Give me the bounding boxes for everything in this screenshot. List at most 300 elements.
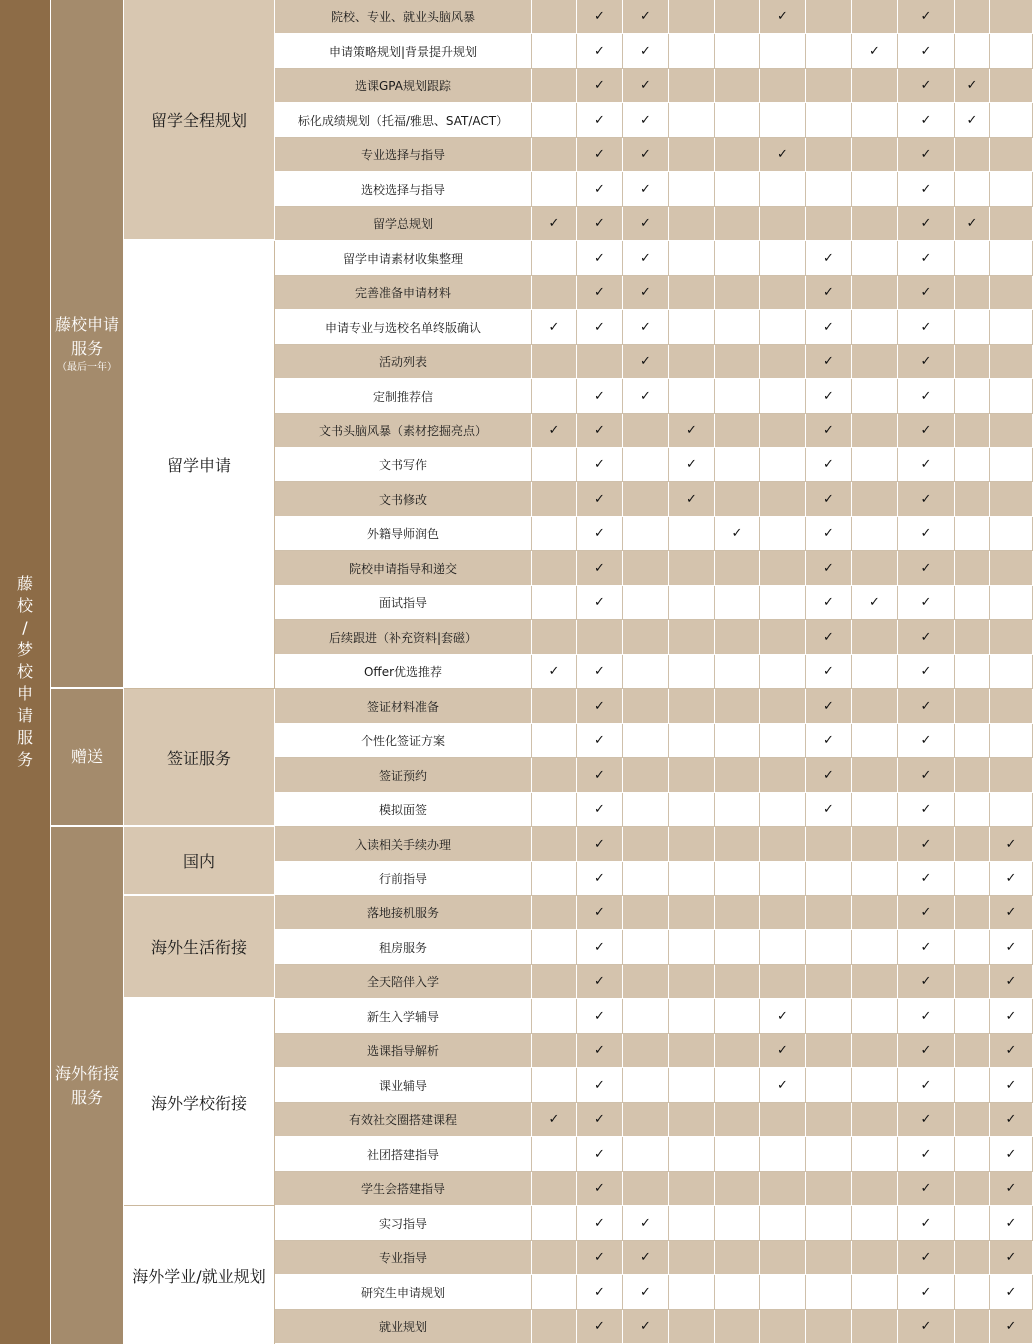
empty-cell (990, 276, 1033, 310)
group-cell: 签证服务 (124, 689, 275, 827)
empty-cell (955, 965, 990, 999)
check-mark-cell: ✓ (669, 448, 715, 482)
empty-cell (955, 827, 990, 862)
empty-cell (806, 1034, 852, 1068)
group-cell: 国内 (124, 827, 275, 896)
empty-cell (669, 379, 715, 414)
empty-cell (715, 655, 760, 689)
check-mark-cell: ✓ (623, 310, 669, 345)
service-item-cell: 签证材料准备 (275, 689, 532, 724)
check-mark-cell: ✓ (577, 965, 623, 999)
check-mark-cell: ✓ (898, 965, 955, 999)
empty-cell (990, 345, 1033, 379)
check-mark-cell: ✓ (990, 965, 1033, 999)
empty-cell (532, 1137, 577, 1172)
empty-cell (760, 758, 806, 793)
empty-cell (669, 1241, 715, 1275)
empty-cell (806, 862, 852, 896)
service-item-cell: 选校选择与指导 (275, 172, 532, 207)
empty-cell (760, 1275, 806, 1310)
empty-cell (852, 620, 898, 655)
service-item-cell: 社团搭建指导 (275, 1137, 532, 1172)
service-item-cell: 个性化签证方案 (275, 724, 532, 758)
empty-cell (715, 345, 760, 379)
check-mark-cell: ✓ (577, 172, 623, 207)
service-item-cell: 文书写作 (275, 448, 532, 482)
empty-cell (852, 414, 898, 448)
service-item-cell: 实习指导 (275, 1206, 532, 1241)
empty-cell (623, 1103, 669, 1137)
check-mark-cell: ✓ (806, 276, 852, 310)
empty-cell (715, 1068, 760, 1103)
empty-cell (623, 551, 669, 586)
group-cell: 海外学业/就业规划 (124, 1206, 275, 1344)
empty-cell (955, 34, 990, 69)
empty-cell (715, 862, 760, 896)
check-mark-cell: ✓ (806, 586, 852, 620)
category-char: 梦 (16, 640, 33, 659)
check-mark-cell: ✓ (623, 69, 669, 103)
empty-cell (852, 276, 898, 310)
empty-cell (669, 655, 715, 689)
empty-cell (715, 1034, 760, 1068)
empty-cell (852, 379, 898, 414)
empty-cell (852, 930, 898, 965)
empty-cell (852, 689, 898, 724)
empty-cell (760, 930, 806, 965)
empty-cell (990, 482, 1033, 517)
empty-cell (990, 0, 1033, 34)
empty-cell (669, 758, 715, 793)
check-mark-cell: ✓ (955, 207, 990, 241)
empty-cell (955, 724, 990, 758)
empty-cell (955, 379, 990, 414)
check-mark-cell: ✓ (852, 586, 898, 620)
check-mark-cell: ✓ (990, 1241, 1033, 1275)
check-mark-cell: ✓ (806, 551, 852, 586)
empty-cell (715, 724, 760, 758)
service-item-cell: 文书修改 (275, 482, 532, 517)
empty-cell (532, 551, 577, 586)
empty-cell (760, 862, 806, 896)
empty-cell (532, 1206, 577, 1241)
empty-cell (532, 138, 577, 172)
check-mark-cell: ✓ (577, 551, 623, 586)
check-mark-cell: ✓ (898, 1034, 955, 1068)
check-mark-cell: ✓ (669, 414, 715, 448)
empty-cell (990, 34, 1033, 69)
service-item-cell: 课业辅导 (275, 1068, 532, 1103)
empty-cell (532, 69, 577, 103)
empty-cell (990, 758, 1033, 793)
empty-cell (669, 241, 715, 276)
empty-cell (760, 448, 806, 482)
empty-cell (669, 138, 715, 172)
check-mark-cell: ✓ (806, 448, 852, 482)
empty-cell (760, 827, 806, 862)
empty-cell (715, 0, 760, 34)
empty-cell (669, 1137, 715, 1172)
group-cell: 海外学校衔接 (124, 999, 275, 1206)
empty-cell (760, 965, 806, 999)
empty-cell (532, 1310, 577, 1344)
empty-cell (669, 310, 715, 345)
empty-cell (715, 482, 760, 517)
check-mark-cell: ✓ (955, 69, 990, 103)
empty-cell (852, 207, 898, 241)
category-char: 藤 (16, 574, 33, 593)
empty-cell (955, 930, 990, 965)
empty-cell (760, 103, 806, 138)
check-mark-cell: ✓ (577, 1310, 623, 1344)
check-mark-cell: ✓ (806, 689, 852, 724)
service-item-cell: 行前指导 (275, 862, 532, 896)
category-char: 校 (16, 596, 33, 615)
empty-cell (990, 793, 1033, 827)
empty-cell (852, 724, 898, 758)
check-mark-cell: ✓ (898, 310, 955, 345)
empty-cell (532, 1172, 577, 1206)
empty-cell (760, 896, 806, 930)
check-mark-cell: ✓ (577, 862, 623, 896)
check-mark-cell: ✓ (898, 1103, 955, 1137)
empty-cell (806, 930, 852, 965)
service-item-cell: 专业指导 (275, 1241, 532, 1275)
empty-cell (990, 724, 1033, 758)
empty-cell (623, 758, 669, 793)
empty-cell (806, 827, 852, 862)
check-mark-cell: ✓ (577, 1172, 623, 1206)
check-mark-cell: ✓ (898, 241, 955, 276)
service-item-cell: 签证预约 (275, 758, 532, 793)
empty-cell (760, 276, 806, 310)
phase-label-line: 服务 (70, 1087, 103, 1107)
empty-cell (532, 276, 577, 310)
empty-cell (715, 930, 760, 965)
empty-cell (532, 793, 577, 827)
empty-cell (669, 103, 715, 138)
empty-cell (623, 1034, 669, 1068)
empty-cell (990, 172, 1033, 207)
category-char: 校 (16, 662, 33, 681)
service-item-cell: 外籍导师润色 (275, 517, 532, 551)
empty-cell (623, 1068, 669, 1103)
empty-cell (669, 1172, 715, 1206)
empty-cell (532, 689, 577, 724)
empty-cell (852, 1068, 898, 1103)
empty-cell (955, 138, 990, 172)
check-mark-cell: ✓ (898, 138, 955, 172)
empty-cell (669, 724, 715, 758)
empty-cell (669, 207, 715, 241)
empty-cell (623, 655, 669, 689)
check-mark-cell: ✓ (898, 379, 955, 414)
check-mark-cell: ✓ (990, 1068, 1033, 1103)
check-mark-cell: ✓ (623, 1275, 669, 1310)
empty-cell (715, 276, 760, 310)
check-mark-cell: ✓ (806, 655, 852, 689)
category-char: / (22, 618, 28, 637)
service-item-cell: 完善准备申请材料 (275, 276, 532, 310)
empty-cell (760, 724, 806, 758)
empty-cell (955, 793, 990, 827)
phase-cell-ivy (51, 0, 124, 689)
empty-cell (852, 1172, 898, 1206)
check-mark-cell: ✓ (577, 1275, 623, 1310)
check-mark-cell: ✓ (898, 586, 955, 620)
empty-cell (806, 103, 852, 138)
check-mark-cell: ✓ (898, 1275, 955, 1310)
check-mark-cell: ✓ (990, 862, 1033, 896)
empty-cell (955, 758, 990, 793)
check-mark-cell: ✓ (623, 34, 669, 69)
check-mark-cell: ✓ (532, 310, 577, 345)
empty-cell (990, 207, 1033, 241)
empty-cell (715, 103, 760, 138)
service-item-cell: 选课指导解析 (275, 1034, 532, 1068)
check-mark-cell: ✓ (577, 207, 623, 241)
empty-cell (532, 930, 577, 965)
empty-cell (623, 930, 669, 965)
empty-cell (623, 724, 669, 758)
empty-cell (806, 172, 852, 207)
empty-cell (990, 69, 1033, 103)
empty-cell (532, 448, 577, 482)
service-item-cell: 留学总规划 (275, 207, 532, 241)
empty-cell (955, 999, 990, 1034)
service-item-cell: 面试指导 (275, 586, 532, 620)
check-mark-cell: ✓ (760, 0, 806, 34)
empty-cell (852, 241, 898, 276)
empty-cell (669, 551, 715, 586)
empty-cell (715, 1137, 760, 1172)
empty-cell (669, 517, 715, 551)
check-mark-cell: ✓ (760, 1068, 806, 1103)
service-item-cell: 租房服务 (275, 930, 532, 965)
check-mark-cell: ✓ (577, 896, 623, 930)
check-mark-cell: ✓ (623, 1206, 669, 1241)
empty-cell (955, 517, 990, 551)
empty-cell (990, 517, 1033, 551)
category-cell (0, 0, 51, 1344)
empty-cell (806, 896, 852, 930)
empty-cell (955, 1310, 990, 1344)
check-mark-cell: ✓ (990, 896, 1033, 930)
empty-cell (669, 69, 715, 103)
empty-cell (623, 862, 669, 896)
empty-cell (806, 1310, 852, 1344)
check-mark-cell: ✓ (806, 758, 852, 793)
empty-cell (955, 482, 990, 517)
check-mark-cell: ✓ (577, 724, 623, 758)
check-mark-cell: ✓ (898, 620, 955, 655)
empty-cell (760, 1206, 806, 1241)
check-mark-cell: ✓ (898, 724, 955, 758)
empty-cell (760, 551, 806, 586)
empty-cell (532, 896, 577, 930)
empty-cell (715, 1275, 760, 1310)
check-mark-cell: ✓ (898, 207, 955, 241)
empty-cell (955, 689, 990, 724)
check-mark-cell: ✓ (898, 689, 955, 724)
check-mark-cell: ✓ (990, 999, 1033, 1034)
check-mark-cell: ✓ (623, 1241, 669, 1275)
empty-cell (852, 172, 898, 207)
check-mark-cell: ✓ (955, 103, 990, 138)
empty-cell (955, 1137, 990, 1172)
empty-cell (715, 999, 760, 1034)
empty-cell (955, 1034, 990, 1068)
empty-cell (852, 655, 898, 689)
empty-cell (669, 1275, 715, 1310)
empty-cell (669, 34, 715, 69)
check-mark-cell: ✓ (990, 1275, 1033, 1310)
check-mark-cell: ✓ (532, 655, 577, 689)
empty-cell (806, 1137, 852, 1172)
empty-cell (577, 620, 623, 655)
empty-cell (532, 999, 577, 1034)
empty-cell (760, 1103, 806, 1137)
empty-cell (669, 862, 715, 896)
check-mark-cell: ✓ (532, 1103, 577, 1137)
empty-cell (715, 241, 760, 276)
empty-cell (669, 793, 715, 827)
check-mark-cell: ✓ (806, 517, 852, 551)
empty-cell (669, 1103, 715, 1137)
empty-cell (760, 517, 806, 551)
empty-cell (715, 1310, 760, 1344)
empty-cell (760, 69, 806, 103)
check-mark-cell: ✓ (577, 34, 623, 69)
check-mark-cell: ✓ (898, 862, 955, 896)
check-mark-cell: ✓ (898, 827, 955, 862)
empty-cell (532, 241, 577, 276)
empty-cell (852, 138, 898, 172)
check-mark-cell: ✓ (898, 517, 955, 551)
check-mark-cell: ✓ (898, 1137, 955, 1172)
empty-cell (806, 138, 852, 172)
empty-cell (852, 1275, 898, 1310)
empty-cell (669, 0, 715, 34)
empty-cell (760, 793, 806, 827)
check-mark-cell: ✓ (577, 689, 623, 724)
service-item-cell: 专业选择与指导 (275, 138, 532, 172)
check-mark-cell: ✓ (990, 1034, 1033, 1068)
service-item-cell: 活动列表 (275, 345, 532, 379)
empty-cell (955, 241, 990, 276)
empty-cell (852, 999, 898, 1034)
check-mark-cell: ✓ (898, 793, 955, 827)
empty-cell (955, 414, 990, 448)
empty-cell (806, 1172, 852, 1206)
check-mark-cell: ✓ (577, 414, 623, 448)
check-mark-cell: ✓ (898, 1172, 955, 1206)
check-mark-cell: ✓ (623, 138, 669, 172)
empty-cell (715, 310, 760, 345)
empty-cell (990, 620, 1033, 655)
category-char: 务 (16, 750, 33, 769)
empty-cell (532, 482, 577, 517)
empty-cell (715, 1172, 760, 1206)
service-item-cell: 选课GPA规划跟踪 (275, 69, 532, 103)
empty-cell (852, 0, 898, 34)
check-mark-cell: ✓ (898, 930, 955, 965)
empty-cell (715, 620, 760, 655)
empty-cell (760, 310, 806, 345)
empty-cell (760, 345, 806, 379)
empty-cell (715, 448, 760, 482)
empty-cell (532, 345, 577, 379)
empty-cell (990, 310, 1033, 345)
service-item-cell: 就业规划 (275, 1310, 532, 1344)
check-mark-cell: ✓ (577, 379, 623, 414)
empty-cell (852, 1103, 898, 1137)
empty-cell (532, 758, 577, 793)
empty-cell (955, 345, 990, 379)
empty-cell (715, 207, 760, 241)
empty-cell (532, 827, 577, 862)
empty-cell (955, 1275, 990, 1310)
empty-cell (532, 586, 577, 620)
check-mark-cell: ✓ (990, 1103, 1033, 1137)
phase-label-line: 赠送 (70, 747, 103, 766)
check-mark-cell: ✓ (806, 379, 852, 414)
empty-cell (623, 896, 669, 930)
empty-cell (852, 482, 898, 517)
empty-cell (715, 1241, 760, 1275)
empty-cell (532, 620, 577, 655)
empty-cell (760, 1310, 806, 1344)
check-mark-cell: ✓ (990, 1206, 1033, 1241)
empty-cell (760, 655, 806, 689)
empty-cell (760, 620, 806, 655)
category-char: 请 (16, 706, 33, 725)
empty-cell (806, 1241, 852, 1275)
check-mark-cell: ✓ (577, 655, 623, 689)
check-mark-cell: ✓ (806, 620, 852, 655)
empty-cell (669, 172, 715, 207)
empty-cell (623, 448, 669, 482)
check-mark-cell: ✓ (898, 758, 955, 793)
empty-cell (532, 34, 577, 69)
empty-cell (990, 586, 1033, 620)
empty-cell (715, 793, 760, 827)
empty-cell (760, 172, 806, 207)
check-mark-cell: ✓ (898, 69, 955, 103)
empty-cell (852, 345, 898, 379)
check-mark-cell: ✓ (577, 103, 623, 138)
empty-cell (806, 1275, 852, 1310)
phase-label-line: 藤校申请 (54, 314, 119, 334)
empty-cell (806, 1206, 852, 1241)
empty-cell (760, 1172, 806, 1206)
empty-cell (955, 1103, 990, 1137)
empty-cell (669, 999, 715, 1034)
group-cell: 留学全程规划 (124, 0, 275, 241)
check-mark-cell: ✓ (990, 1137, 1033, 1172)
service-item-cell: 标化成绩规划（托福/雅思、SAT/ACT） (275, 103, 532, 138)
check-mark-cell: ✓ (577, 1137, 623, 1172)
service-item-cell: 文书头脑风暴（素材挖掘亮点） (275, 414, 532, 448)
empty-cell (532, 517, 577, 551)
empty-cell (955, 172, 990, 207)
empty-cell (760, 207, 806, 241)
check-mark-cell: ✓ (623, 345, 669, 379)
check-mark-cell: ✓ (898, 1206, 955, 1241)
empty-cell (669, 1034, 715, 1068)
check-mark-cell: ✓ (760, 138, 806, 172)
empty-cell (852, 551, 898, 586)
